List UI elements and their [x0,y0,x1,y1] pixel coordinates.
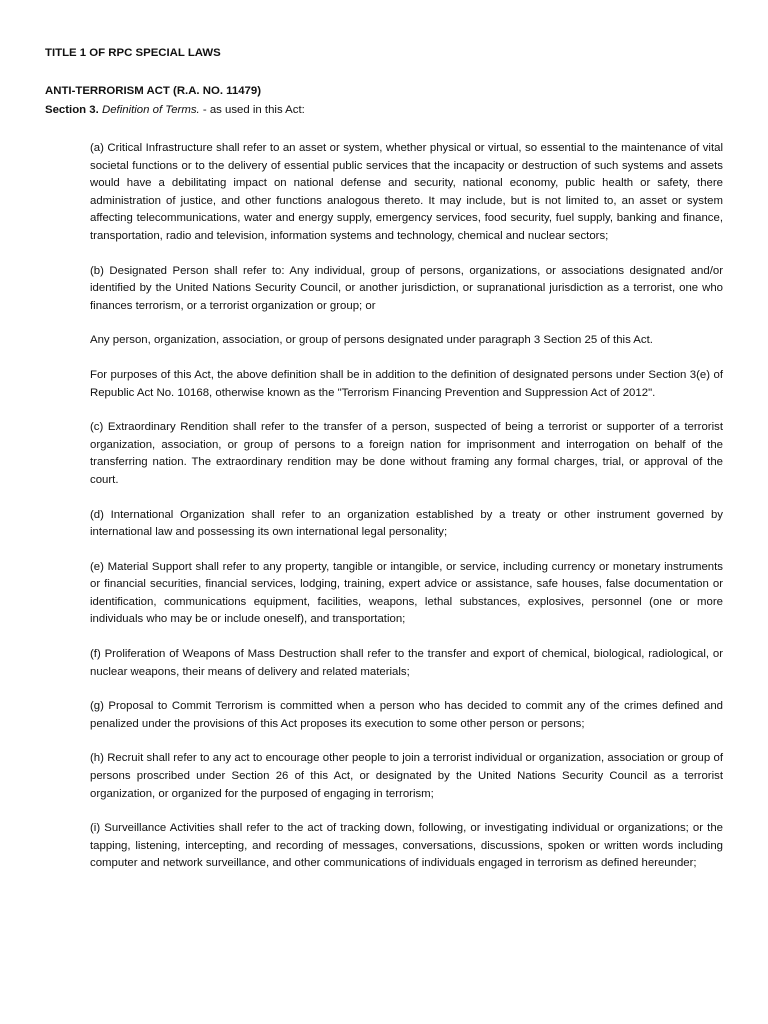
section-heading [45,104,305,116]
document-title: TITLE 1 OF RPC SPECIAL LAWS [45,47,221,59]
definition-extraordinary-rendition: (c) Extraordinary Rendition shall refer to the transfer of a person, suspected of being a terrorist or supporter of a terrorist organization, association, or group of persons to a foreign nation for imprisonment and interrogation on behalf of the transferring nation. The extraordinary rendition may be done without framing any formal charges, trial, or approval of the court. [90,421,723,486]
section-term: Definition of Terms. [101,104,200,116]
act-title: ANTI-TERRORISM ACT (R.A. NO. 11479) [45,85,262,97]
definition-international-organization: (d) International Organization shall refer to an organization established by a treaty or other instrument governed by international law and possessing its own international legal personality; [90,508,723,539]
section-rest: - as used in this Act: [199,104,305,116]
designated-person-continuation: Any person, organization, association, or group of persons designated under paragraph 3 Section 25 of this Act. [90,334,653,347]
definition-recruit: (h) Recruit shall refer to any act to encourage other people to join a terrorist individual or organization, association or group of persons proscribed under Section 26 of this Act, or designated by the United Nations Security Council as a terrorist organization, or organized for the purposed of engaging in terrorism; [90,752,723,800]
definition-designated-person: (b) Designated Person shall refer to: Any individual, group of persons, organizations, or associations designated and/or identified by the United Nations Security Council, or another jurisdiction, or supranational jurisdiction as a terrorist, one who finances terrorism, or a terrorist organization or group; or [90,264,723,312]
definitions-body [90,140,723,890]
definition-surveillance-activities: (i) Surveillance Activities shall refer to the act of tracking down, following, or investigating individual or organizations; or the tapping, listening, intercepting, and recording of messages, conversations, discussions, spoken or written words including computer and network surveillance, and other communications of individuals engaged in terrorism as defined hereunder; [90,822,723,870]
definition-material-support: (e) Material Support shall refer to any property, tangible or intangible, or service, including currency or monetary instruments or financial securities, financial services, lodging, training, expert advice or assistance, safe houses, false documentation or identification, communications equipment, facilities, weapons, lethal substances, explosives, personnel (one or more individuals who may be or include oneself), and transportation; [90,560,723,626]
section-label: Section 3. [45,104,99,116]
definition-proliferation-wmd: (f) Proliferation of Weapons of Mass Destruction shall refer to the transfer and export of chemical, biological, radiological, or nuclear weapons, their means of delivery and related materials; [90,648,723,678]
definition-critical-infrastructure: (a) Critical Infrastructure shall refer to an asset or system, whether physical or virtual, so essential to the maintenance of vital societal functions or to the delivery of essential public services that the incapacity or destruction of such systems and assets would have a debilitating impact on national defense and security, national economy, public health or safety, there administration of justice, and other functions analogous thereto. It may include, but is not limited to, an asset or system affecting telecommunications, water and energy supply, emergency services, food security, fuel supply, banking and finance, transportation, radio and television, information systems and technology, chemical and nuclear sectors; [90,142,723,242]
designated-person-purposes: For purposes of this Act, the above definition shall be in addition to the definition of designated persons under Section 3(e) of Republic Act No. 10168, otherwise known as the "Terrorism Financing Prevention and Suppression Act of 2012". [90,368,723,399]
definition-proposal-to-commit: (g) Proposal to Commit Terrorism is committed when a person who has decided to commit any of the crimes defined and penalized under the provisions of this Act proposes its execution to some other person or persons; [90,700,723,730]
